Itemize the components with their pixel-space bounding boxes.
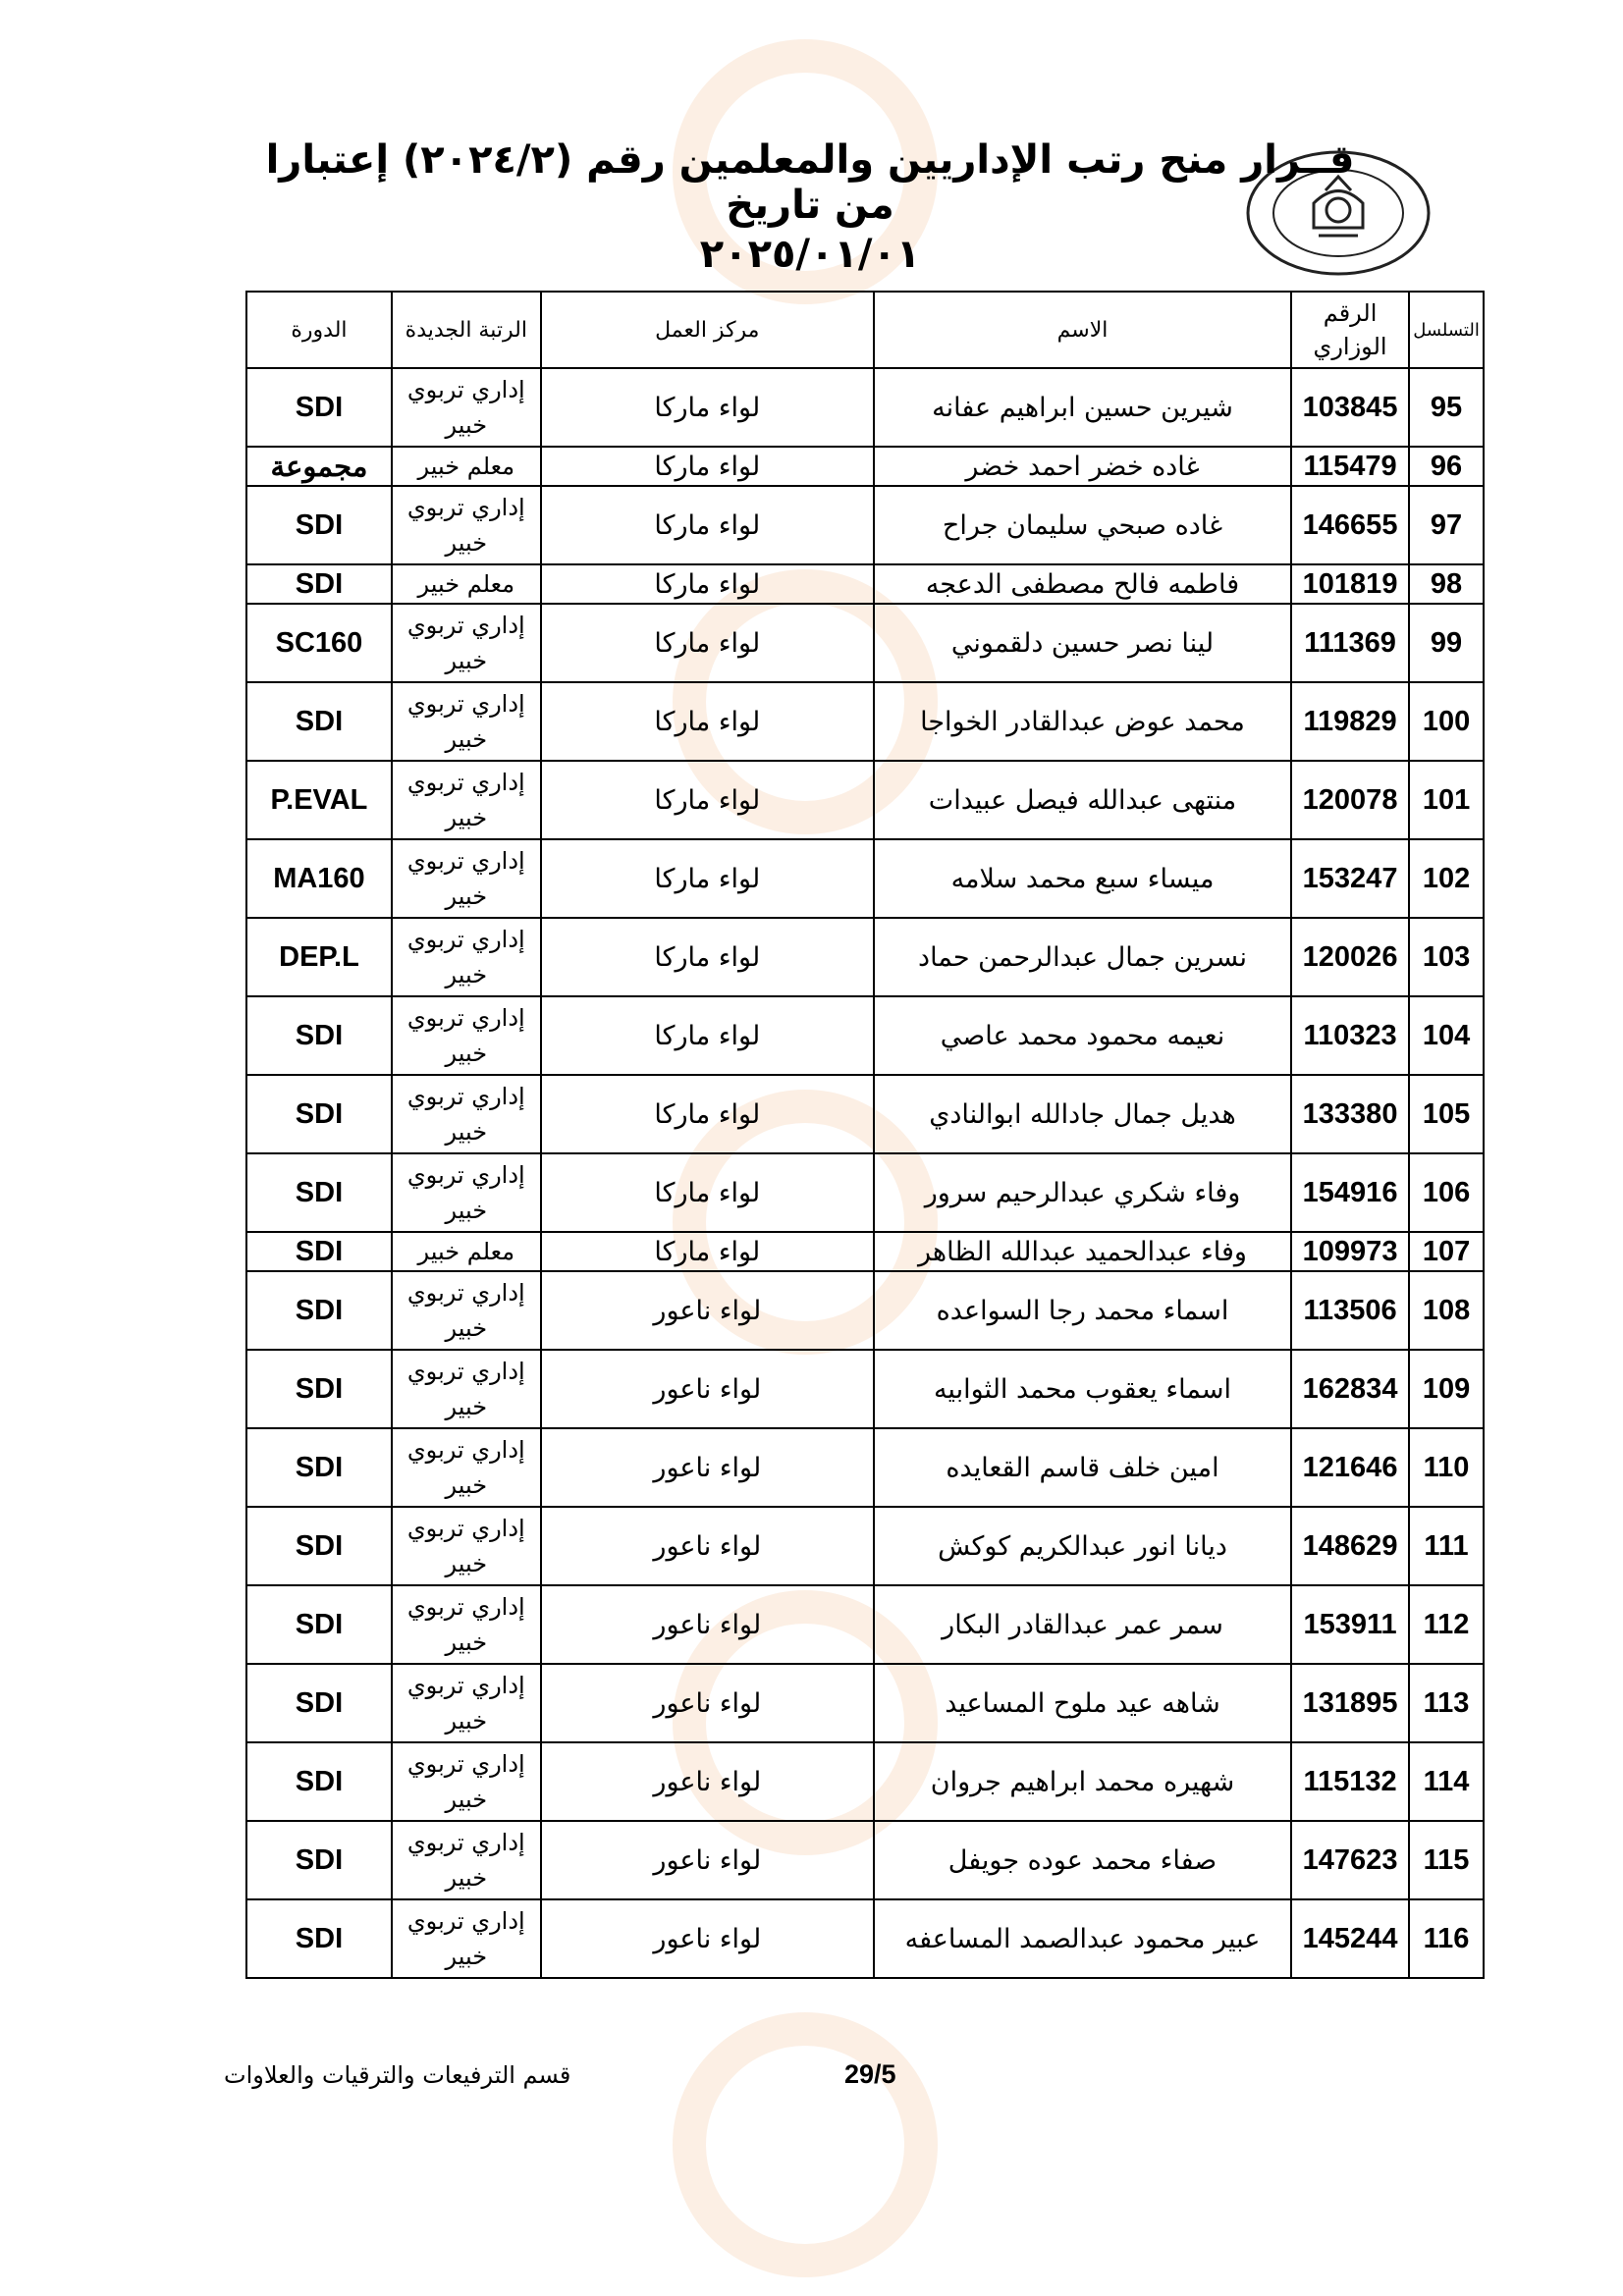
cell-serial: 105 <box>1409 1075 1484 1153</box>
cell-work-center: لواء ماركا <box>541 486 874 564</box>
cell-name: نسرين جمال عبدالرحمن حماد <box>874 918 1291 996</box>
cell-work-center: لواء ماركا <box>541 1232 874 1271</box>
cell-new-rank: معلم خبير <box>392 447 541 486</box>
cell-work-center: لواء ناعور <box>541 1742 874 1821</box>
cell-work-center: لواء ماركا <box>541 604 874 682</box>
cell-ministry-number: 115479 <box>1291 447 1409 486</box>
cell-ministry-number: 115132 <box>1291 1742 1409 1821</box>
cell-ministry-number: 133380 <box>1291 1075 1409 1153</box>
cell-name: عبير محمود عبدالصمد المساعفه <box>874 1899 1291 1978</box>
column-header-new-rank: الرتبة الجديدة <box>392 292 541 368</box>
cell-name: شيرين حسين ابراهيم عفانه <box>874 368 1291 447</box>
cell-serial: 97 <box>1409 486 1484 564</box>
cell-new-rank: إداري تربوي خبير <box>392 1664 541 1742</box>
cell-serial: 98 <box>1409 564 1484 604</box>
cell-new-rank: إداري تربوي خبير <box>392 1350 541 1428</box>
cell-ministry-number: 120078 <box>1291 761 1409 839</box>
cell-work-center: لواء ناعور <box>541 1507 874 1585</box>
watermark-clock-icon <box>673 2012 938 2277</box>
cell-course: SDI <box>246 1585 392 1664</box>
cell-new-rank: إداري تربوي خبير <box>392 1271 541 1350</box>
cell-serial: 100 <box>1409 682 1484 761</box>
cell-serial: 96 <box>1409 447 1484 486</box>
cell-name: شاهه عيد ملوح المساعيد <box>874 1664 1291 1742</box>
cell-work-center: لواء ناعور <box>541 1350 874 1428</box>
cell-serial: 103 <box>1409 918 1484 996</box>
cell-ministry-number: 153911 <box>1291 1585 1409 1664</box>
cell-course: SDI <box>246 486 392 564</box>
cell-ministry-number: 162834 <box>1291 1350 1409 1428</box>
cell-work-center: لواء ناعور <box>541 1585 874 1664</box>
cell-new-rank: إداري تربوي خبير <box>392 1585 541 1664</box>
table-row <box>246 604 1484 682</box>
cell-ministry-number: 121646 <box>1291 1428 1409 1507</box>
cell-new-rank: إداري تربوي خبير <box>392 1742 541 1821</box>
cell-new-rank: إداري تربوي خبير <box>392 1153 541 1232</box>
cell-ministry-number: 103845 <box>1291 368 1409 447</box>
cell-work-center: لواء ماركا <box>541 918 874 996</box>
cell-name: ديانا انور عبدالكريم كوكش <box>874 1507 1291 1585</box>
cell-serial: 112 <box>1409 1585 1484 1664</box>
page-number: 29/5 <box>844 2059 896 2089</box>
cell-ministry-number: 148629 <box>1291 1507 1409 1585</box>
cell-name: منتهى عبدالله فيصل عبيدات <box>874 761 1291 839</box>
table-row <box>246 1428 1484 1507</box>
cell-work-center: لواء ماركا <box>541 682 874 761</box>
table-row <box>246 1821 1484 1899</box>
cell-course: SDI <box>246 1075 392 1153</box>
cell-new-rank: إداري تربوي خبير <box>392 368 541 447</box>
cell-work-center: لواء ماركا <box>541 839 874 918</box>
cell-serial: 116 <box>1409 1899 1484 1978</box>
cell-name: سمر عمر عبدالقادر البكار <box>874 1585 1291 1664</box>
cell-work-center: لواء ماركا <box>541 368 874 447</box>
department-footer: قسم الترفيعات والترقيات والعلاوات <box>224 2061 571 2089</box>
table-row <box>246 1075 1484 1153</box>
cell-new-rank: إداري تربوي خبير <box>392 839 541 918</box>
table-row <box>246 839 1484 918</box>
cell-new-rank: إداري تربوي خبير <box>392 1428 541 1507</box>
cell-work-center: لواء ماركا <box>541 564 874 604</box>
cell-name: نعيمه محمود محمد عاصي <box>874 996 1291 1075</box>
cell-ministry-number: 101819 <box>1291 564 1409 604</box>
column-header-name: الاسم <box>874 292 1291 368</box>
cell-new-rank: إداري تربوي خبير <box>392 604 541 682</box>
column-header-work-center: مركز العمل <box>541 292 874 368</box>
table-row <box>246 447 1484 486</box>
cell-ministry-number: 110323 <box>1291 996 1409 1075</box>
table-row <box>246 486 1484 564</box>
cell-work-center: لواء ماركا <box>541 761 874 839</box>
cell-course: SDI <box>246 1742 392 1821</box>
cell-course: SDI <box>246 564 392 604</box>
table-row <box>246 1664 1484 1742</box>
cell-name: وفاء عبدالحميد عبدالله الظاهر <box>874 1232 1291 1271</box>
cell-new-rank: إداري تربوي خبير <box>392 1899 541 1978</box>
cell-new-rank: إداري تربوي خبير <box>392 486 541 564</box>
cell-name: ميساء سبع محمد سلامه <box>874 839 1291 918</box>
cell-course: SDI <box>246 1350 392 1428</box>
cell-course: SDI <box>246 1232 392 1271</box>
cell-course: SDI <box>246 368 392 447</box>
cell-course: SC160 <box>246 604 392 682</box>
cell-course: SDI <box>246 1899 392 1978</box>
cell-ministry-number: 109973 <box>1291 1232 1409 1271</box>
cell-name: غاده صبحي سليمان جراح <box>874 486 1291 564</box>
cell-course: SDI <box>246 1153 392 1232</box>
cell-name: غاده خضر احمد خضر <box>874 447 1291 486</box>
table-row <box>246 918 1484 996</box>
table-row <box>246 996 1484 1075</box>
column-header-serial: التسلسل <box>1409 292 1484 368</box>
table-row <box>246 1899 1484 1978</box>
cell-serial: 107 <box>1409 1232 1484 1271</box>
cell-new-rank: معلم خبير <box>392 1232 541 1271</box>
cell-course: SDI <box>246 996 392 1075</box>
cell-serial: 113 <box>1409 1664 1484 1742</box>
cell-course: SDI <box>246 1271 392 1350</box>
cell-ministry-number: 147623 <box>1291 1821 1409 1899</box>
cell-course: مجموعة <box>246 447 392 486</box>
cell-work-center: لواء ناعور <box>541 1664 874 1742</box>
cell-ministry-number: 146655 <box>1291 486 1409 564</box>
cell-new-rank: إداري تربوي خبير <box>392 996 541 1075</box>
cell-work-center: لواء ناعور <box>541 1821 874 1899</box>
table-row <box>246 1585 1484 1664</box>
cell-course: SDI <box>246 1507 392 1585</box>
table-row <box>246 1350 1484 1428</box>
table-row <box>246 761 1484 839</box>
cell-ministry-number: 119829 <box>1291 682 1409 761</box>
cell-work-center: لواء ناعور <box>541 1428 874 1507</box>
cell-ministry-number: 111369 <box>1291 604 1409 682</box>
ranks-table <box>245 291 1485 1979</box>
column-header-course: الدورة <box>246 292 392 368</box>
document-title <box>245 137 1375 277</box>
cell-name: شهيره محمد ابراهيم جروان <box>874 1742 1291 1821</box>
table-row <box>246 1507 1484 1585</box>
cell-new-rank: إداري تربوي خبير <box>392 682 541 761</box>
cell-name: صفاء محمد عوده جويفل <box>874 1821 1291 1899</box>
cell-name: فاطمه فالح مصطفى الدعجه <box>874 564 1291 604</box>
cell-name: محمد عوض عبدالقادر الخواجا <box>874 682 1291 761</box>
cell-serial: 108 <box>1409 1271 1484 1350</box>
cell-course: SDI <box>246 1664 392 1742</box>
cell-new-rank: إداري تربوي خبير <box>392 1075 541 1153</box>
column-header-ministry-number: الرقم الوزاري <box>1291 292 1409 368</box>
cell-work-center: لواء ماركا <box>541 1075 874 1153</box>
cell-serial: 104 <box>1409 996 1484 1075</box>
table-row <box>246 1271 1484 1350</box>
cell-name: وفاء شكري عبدالرحيم سرور <box>874 1153 1291 1232</box>
cell-course: MA160 <box>246 839 392 918</box>
cell-new-rank: إداري تربوي خبير <box>392 1507 541 1585</box>
table-row <box>246 368 1484 447</box>
cell-work-center: لواء ناعور <box>541 1271 874 1350</box>
cell-ministry-number: 120026 <box>1291 918 1409 996</box>
title-date: ٢٠٢٥/٠١/٠١ <box>699 232 921 277</box>
table-row <box>246 1153 1484 1232</box>
cell-new-rank: إداري تربوي خبير <box>392 1821 541 1899</box>
cell-name: لينا نصر حسين دلقموني <box>874 604 1291 682</box>
cell-ministry-number: 131895 <box>1291 1664 1409 1742</box>
cell-serial: 102 <box>1409 839 1484 918</box>
cell-name: اسماء محمد رجا السواعده <box>874 1271 1291 1350</box>
title-line: قــرار منح رتب الإداريين والمعلمين رقم (٢٠٢٤/٢) إعتبارا من تاريخ <box>265 137 1355 228</box>
cell-name: هديل جمال جادالله ابوالنادي <box>874 1075 1291 1153</box>
cell-serial: 106 <box>1409 1153 1484 1232</box>
cell-serial: 109 <box>1409 1350 1484 1428</box>
table-row <box>246 1232 1484 1271</box>
cell-new-rank: معلم خبير <box>392 564 541 604</box>
table-row <box>246 682 1484 761</box>
cell-serial: 111 <box>1409 1507 1484 1585</box>
cell-serial: 114 <box>1409 1742 1484 1821</box>
cell-course: SDI <box>246 682 392 761</box>
cell-work-center: لواء ماركا <box>541 447 874 486</box>
cell-serial: 115 <box>1409 1821 1484 1899</box>
cell-name: اسماء يعقوب محمد الثوابيه <box>874 1350 1291 1428</box>
cell-serial: 95 <box>1409 368 1484 447</box>
cell-work-center: لواء ماركا <box>541 996 874 1075</box>
cell-work-center: لواء ناعور <box>541 1899 874 1978</box>
cell-new-rank: إداري تربوي خبير <box>392 918 541 996</box>
cell-ministry-number: 153247 <box>1291 839 1409 918</box>
cell-serial: 110 <box>1409 1428 1484 1507</box>
cell-serial: 101 <box>1409 761 1484 839</box>
cell-ministry-number: 113506 <box>1291 1271 1409 1350</box>
cell-ministry-number: 154916 <box>1291 1153 1409 1232</box>
cell-work-center: لواء ماركا <box>541 1153 874 1232</box>
cell-name: امين خلف قاسم القعايده <box>874 1428 1291 1507</box>
cell-course: DEP.L <box>246 918 392 996</box>
watermark <box>511 2012 1100 2277</box>
table-row <box>246 564 1484 604</box>
cell-ministry-number: 145244 <box>1291 1899 1409 1978</box>
table-row <box>246 1742 1484 1821</box>
cell-new-rank: إداري تربوي خبير <box>392 761 541 839</box>
cell-course: SDI <box>246 1428 392 1507</box>
cell-course: SDI <box>246 1821 392 1899</box>
table-header-row <box>246 292 1484 368</box>
cell-course: P.EVAL <box>246 761 392 839</box>
cell-serial: 99 <box>1409 604 1484 682</box>
